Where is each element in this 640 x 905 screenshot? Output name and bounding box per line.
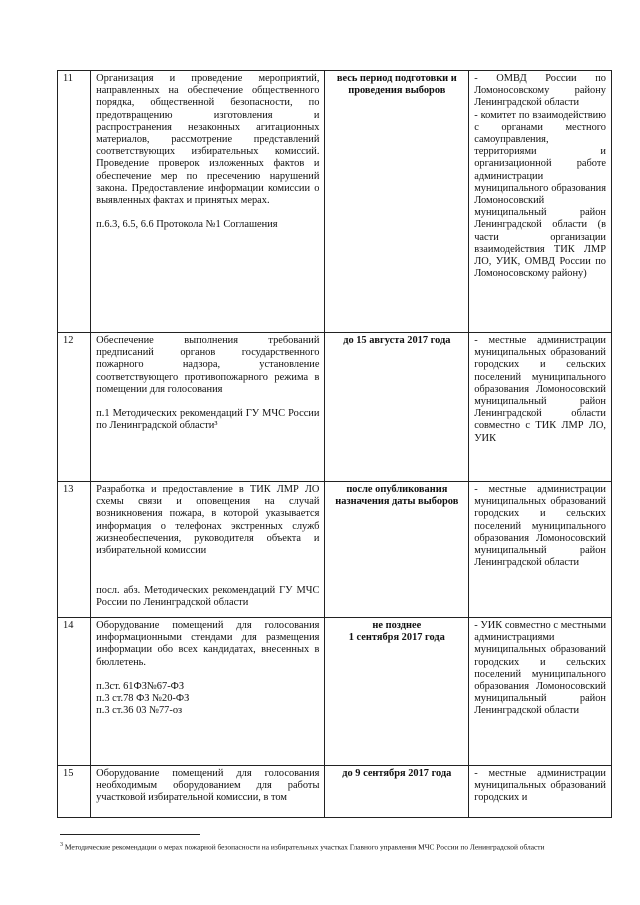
legal-reference: п.6.3, 6.5, 6.6 Протокола №1 Соглашения — [96, 219, 278, 231]
table-row — [58, 482, 612, 618]
footnote-text: Методические рекомендации о мерах пожарной безопасности на избирательных участках Главного управления МЧС России по Ленинградской области — [64, 842, 545, 852]
row-number: 14 — [58, 618, 91, 766]
table-row — [58, 333, 612, 482]
responsible-executor: - ОМВД России по Ломоносовскому району Ленинградской области - комитет по взаимодействию с органами местного самоуправления, территориями и организационной работе администрации муниципального образования Ломоносовский муниципальный район Ленинградской области (в части организации взаимодействия ТИК ЛМР ЛО, УИК, ОМВД России по Ломоносовскому району) — [469, 71, 612, 333]
deadline: после опубликования назначения даты выборов — [325, 482, 469, 618]
row-number: 11 — [58, 71, 91, 333]
footnote — [60, 840, 610, 852]
measure-description — [91, 618, 325, 766]
measure-description — [91, 766, 325, 818]
deadline: не позднее 1 сентября 2017 года — [325, 618, 469, 766]
row-number: 15 — [58, 766, 91, 818]
legal-reference: посл. абз. Методических рекомендаций ГУ МЧС России по Ленинградской области — [96, 585, 320, 609]
responsible-executor: - местные администрации муниципальных образований городских и — [469, 766, 612, 818]
table-row — [58, 618, 612, 766]
description-text: Оборудование помещений для голосования необходимым оборудованием для работы участковой избирательной комиссии, в том — [96, 768, 320, 804]
row-number: 12 — [58, 333, 91, 482]
measure-description — [91, 482, 325, 618]
table-row — [58, 71, 612, 333]
table-row — [58, 766, 612, 818]
footnote-marker: 3 — [60, 842, 63, 848]
footnote-separator — [60, 834, 200, 835]
deadline: весь период подготовки и проведения выборов — [325, 71, 469, 333]
description-text: Оборудование помещений для голосования информационными стендами для размещения информации обо всех кандидатах, внесенных в бюллетень. — [96, 620, 320, 668]
deadline: до 9 сентября 2017 года — [325, 766, 469, 818]
deadline: до 15 августа 2017 года — [325, 333, 469, 482]
description-text: Организация и проведение мероприятий, направленных на обеспечение общественного порядка, общественной безопасности, по предотвращению изготовления и распространения незаконных агитационных материалов, рассмотрение представлений соответствующих избирательных комиссий. Проведение проверок изложенных фактов и обеспечение мер по пресечению нарушений закона. Предоставление информации комиссии о выявленных фактах и принятых мерах. — [96, 73, 320, 207]
measures-table — [57, 70, 612, 818]
responsible-executor: - местные администрации муниципальных образований городских и сельских поселений муниципального образования Ломоносовский муниципальный район Ленинградской области — [469, 482, 612, 618]
legal-reference: п.1 Методических рекомендаций ГУ МЧС России по Ленинградской области³ — [96, 408, 320, 432]
legal-reference: п.3ст. 61ФЗ№67-ФЗ п.3 ст.78 ФЗ №20-ФЗ п.3 ст.36 03 №77-оз — [96, 680, 190, 717]
description-text: Обеспечение выполнения требований предписаний органов государственного пожарного надзора, установление соответствующего противопожарного режима в помещении для голосования — [96, 335, 320, 395]
responsible-executor: - местные администрации муниципальных образований городских и сельских поселений муниципального образования Ломоносовский муниципальный район Ленинградской области совместно с ТИК ЛМР ЛО, УИК — [469, 333, 612, 482]
measure-description — [91, 71, 325, 333]
measure-description — [91, 333, 325, 482]
responsible-executor: - УИК совместно с местными администрациями муниципальных образований городских и сельских поселений муниципального образования Ломоносовский муниципальный район Ленинградской области — [469, 618, 612, 766]
row-number: 13 — [58, 482, 91, 618]
description-text: Разработка и предоставление в ТИК ЛМР ЛО схемы связи и оповещения на случай возникновения пожара, в которой указывается информация о телефонах экстренных служб жизнеобеспечения, руководителя объекта и избирательной комиссии — [96, 484, 320, 557]
